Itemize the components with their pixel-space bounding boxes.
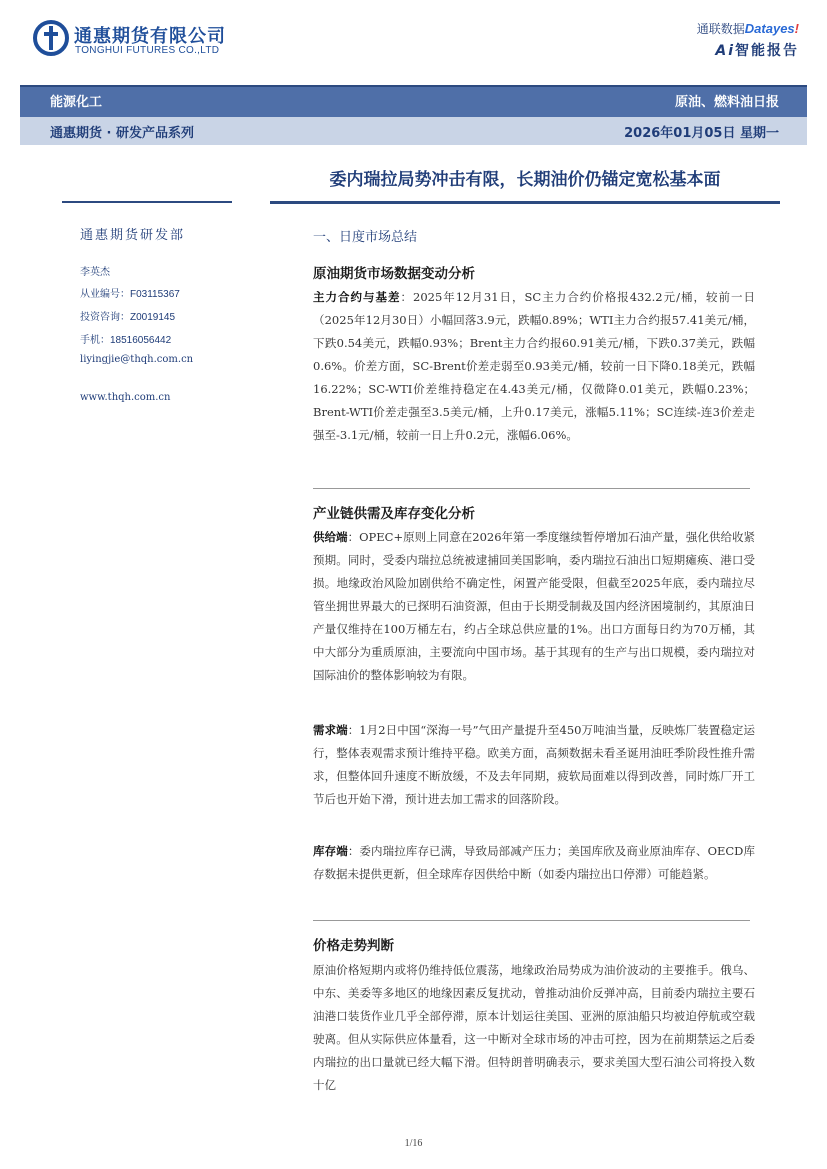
paragraph-supply [313,526,755,687]
cert-value: F03115367 [130,289,180,300]
datayes-logo [697,20,799,37]
email[interactable]: liyingjie@thqh.com.cn [80,354,194,365]
inventory-text: ：委内瑞拉库存已满，导致局部减产压力；美国库欣及商业原油库存、OECD库存数据未提供更新，但全球库存因供给中断（如委内瑞拉出口停滞）可能趋紧。 [313,844,756,881]
website-link[interactable]: www.thqh.com.cn [80,392,171,403]
report-category: 能源化工 [50,95,103,110]
ai-report-label [715,40,799,60]
report-type: 原油、燃料油日报 [674,95,779,110]
supply-lead: 供给端 [313,530,348,544]
datayes-suffix: ! [794,21,799,36]
heading-supply-chain: 产业链供需及库存变化分析 [313,506,475,522]
cert-label: 从业编号： [80,289,130,300]
company-name-cn: 通惠期货有限公司 [74,26,226,47]
inventory-lead: 库存端 [313,844,348,858]
phone [80,331,171,346]
section-divider [313,920,750,921]
invest-label: 投资咨询： [80,312,130,323]
invest-number [80,308,175,323]
title-divider [270,201,780,204]
paragraph-inventory [313,840,755,886]
report-date: 2026年01月05日 星期一 [624,126,779,141]
invest-value: Z0019145 [130,312,176,323]
analyst-name: 李英杰 [80,267,110,278]
heading-market-data: 原油期货市场数据变动分析 [313,266,475,282]
company-logo-icon [33,20,69,56]
section-title-daily-summary: 一、日度市场总结 [313,230,418,245]
paragraph-market-data [313,286,755,447]
market-text: ：2025年12月31日，SC主力合约价格报432.2元/桶，较前一日（2025年12月30日）小幅回落3.9元，跌幅0.89%；WTI主力合约报57.41美元/桶，下跌0.54美元，跌幅0.93%；Brent主力合约报60.91美元/桶，下跌0.37美元，跌幅0.6%。价差方面，SC-Brent价差走弱至0.93美元/桶，较前一日下降0.18美元，跌幅16.22%；SC-WTI价差维持稳定在4.43美元/桶，仅微降0.01美元，跌幅0.23%；Brent-WTI价差走强至3.5美元/桶，上升0.17美元，涨幅5.11%；SC连续-连3价差走强至-3.1元/桶，较前一日上升0.2元，涨幅6.06%。 [313,290,755,442]
section-divider [313,488,750,489]
page-title: 委内瑞拉局势冲击有限，长期油价仍锚定宽松基本面 [329,170,721,190]
supply-text: ：OPEC+原则上同意在2026年第一季度继续暂停增加石油产量，强化供给收紧预期。同时，受委内瑞拉总统被逮捕回美国影响，委内瑞拉石油出口短期瘫痪、港口受损。地缘政治风险加剧供给不确定性，闲置产能受限，但截至2025年底，委内瑞拉尽管坐拥世界最大的已探明石油资源，但由于长期受制裁及国内经济困境制约，其原油日产量仅维持在100万桶左右，约占全球总供应量的1%。出口方面每日约为70万桶，其中大部分为重质原油，主要流向中国市场。基于其现有的生产与出口规模，委内瑞拉对国际油价的整体影响较为有限。 [313,530,756,682]
company-name-en: TONGHUI FUTURES CO.,LTD [75,45,220,56]
demand-lead: 需求端 [313,723,348,737]
demand-text: ：1月2日中国“深海一号”气田产量提升至450万吨油当量，反映炼厂装置稳定运行，整体表观需求预计维持平稳。欧美方面，高频数据未看圣诞用油旺季阶段性推升需求，但整体回升速度不断放缓，不及去年同期，疲软局面难以得到改善，同时炼厂开工节后也开始下滑，预计进去加工需求的回落阶段。 [313,723,756,806]
research-dept: 通惠期货研发部 [80,228,186,243]
paragraph-demand [313,719,755,811]
phone-value: 18516056442 [110,335,172,346]
report-series: 通惠期货 · 研发产品系列 [50,126,194,141]
sidebar-divider [62,201,232,203]
page-number: 1/16 [404,1138,423,1149]
datayes-prefix: 通联数据 [696,22,745,36]
ai-report-text: 智能报告 [735,43,799,59]
cert-number [80,285,180,300]
heading-price-trend: 价格走势判断 [313,938,394,954]
datayes-brand: Datayes [744,21,795,36]
ai-label: Ai [715,43,735,59]
paragraph-price: 原油价格短期内或将仍维持低位震荡，地缘政治局势成为油价波动的主要推手。俄乌、中东、美委等多地区的地缘因素反复扰动，曾推动油价反弹冲高，目前委内瑞拉主要石油港口装货作业几乎全部停滞，原本计划运往美国、亚洲的原油船只均被迫停航或空载驶离。但从实际供应体量看，这一中断对全球市场的冲击可控，因为在前期禁运之后委内瑞拉的出口量就已经大幅下滑。但特朗普明确表示，要求美国大型石油公司将投入数十亿 [313,963,755,1092]
market-lead: 主力合约与基差 [313,290,401,304]
phone-label: 手机： [80,335,110,346]
